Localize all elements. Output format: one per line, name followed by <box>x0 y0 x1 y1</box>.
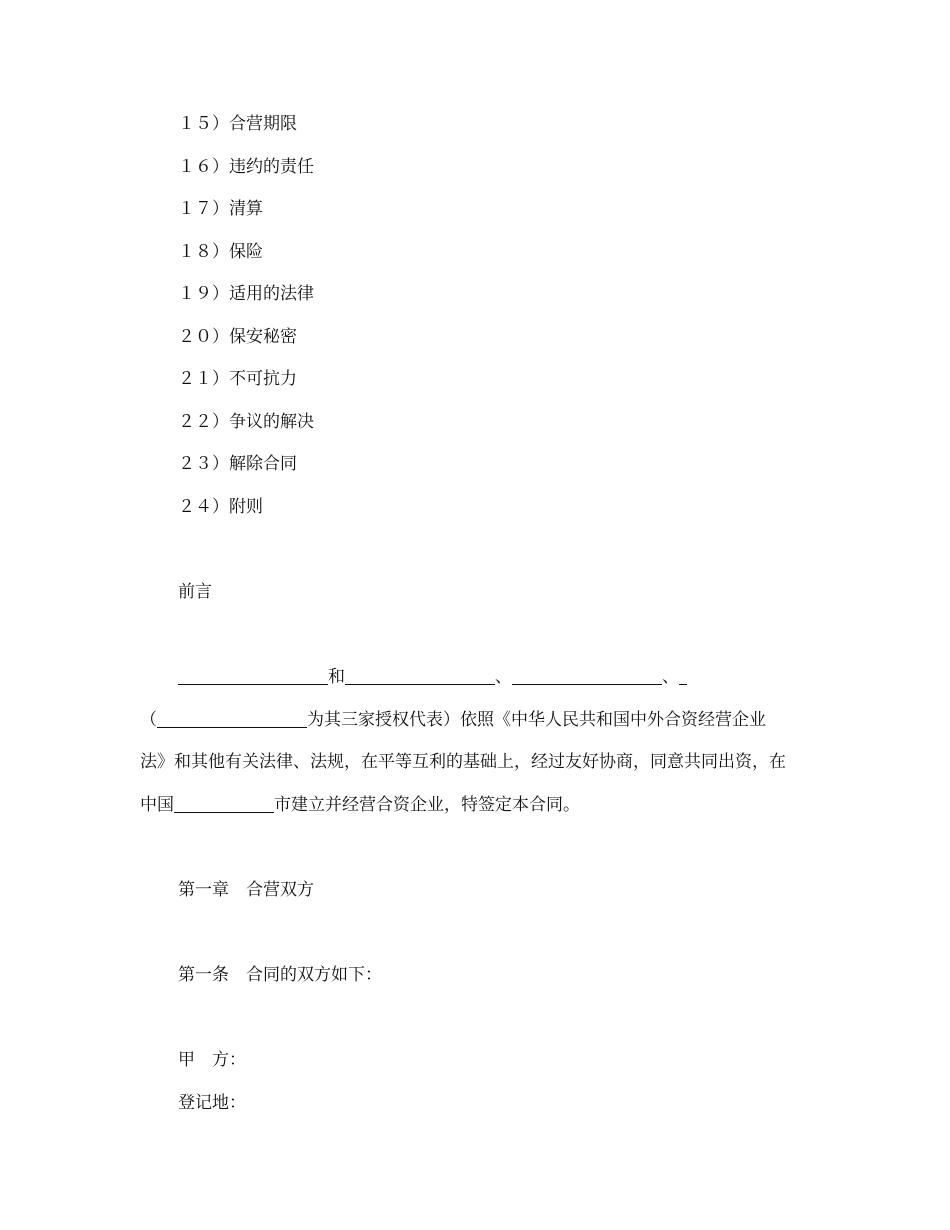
preface-line-2 <box>140 710 812 730</box>
toc-item: １７）清算 <box>178 199 263 219</box>
preface-line-1 <box>178 667 687 687</box>
article-title: 第一条 合同的双方如下： <box>178 965 382 985</box>
party-a-label: 甲 方： <box>178 1050 246 1070</box>
trailing-blank[interactable] <box>679 668 687 685</box>
city-blank[interactable] <box>174 796 274 813</box>
toc-item: １６）违约的责任 <box>178 157 314 177</box>
preface-line-4 <box>140 795 812 815</box>
toc-item: ２０）保安秘密 <box>178 327 297 347</box>
and-text: 和 <box>328 667 345 687</box>
party-c-name-blank[interactable] <box>512 668 662 685</box>
toc-item: ２３）解除合同 <box>178 454 297 474</box>
toc-item: １９）适用的法律 <box>178 284 314 304</box>
preface-line-3: 法》和其他有关法律、法规，在平等互利的基础上，经过友好协商，同意共同出资，在 <box>140 752 786 772</box>
toc-item: １５）合营期限 <box>178 114 297 134</box>
registered-address-label: 登记地： <box>178 1093 246 1113</box>
separator-text: 、 <box>495 667 512 687</box>
chapter-title: 第一章 合营双方 <box>178 880 314 900</box>
china-text: 中国 <box>140 795 174 815</box>
toc-item: １８）保险 <box>178 242 263 262</box>
toc-item: ２２）争议的解决 <box>178 412 314 432</box>
preface-line-4-text: 市建立并经营合资企业，特签定本合同。 <box>274 795 580 815</box>
toc-item: ２４）附则 <box>178 497 263 517</box>
toc-item: ２１）不可抗力 <box>178 369 297 389</box>
preface-heading: 前言 <box>178 582 212 602</box>
party-b-name-blank[interactable] <box>345 668 495 685</box>
representative-blank[interactable] <box>157 711 307 728</box>
separator-text: 、 <box>662 667 679 687</box>
open-paren-text: （ <box>140 710 157 730</box>
preface-line-2-text: 为其三家授权代表）依照《中华人民共和国中外合资经营企业 <box>307 710 766 730</box>
party-a-name-blank[interactable] <box>178 668 328 685</box>
